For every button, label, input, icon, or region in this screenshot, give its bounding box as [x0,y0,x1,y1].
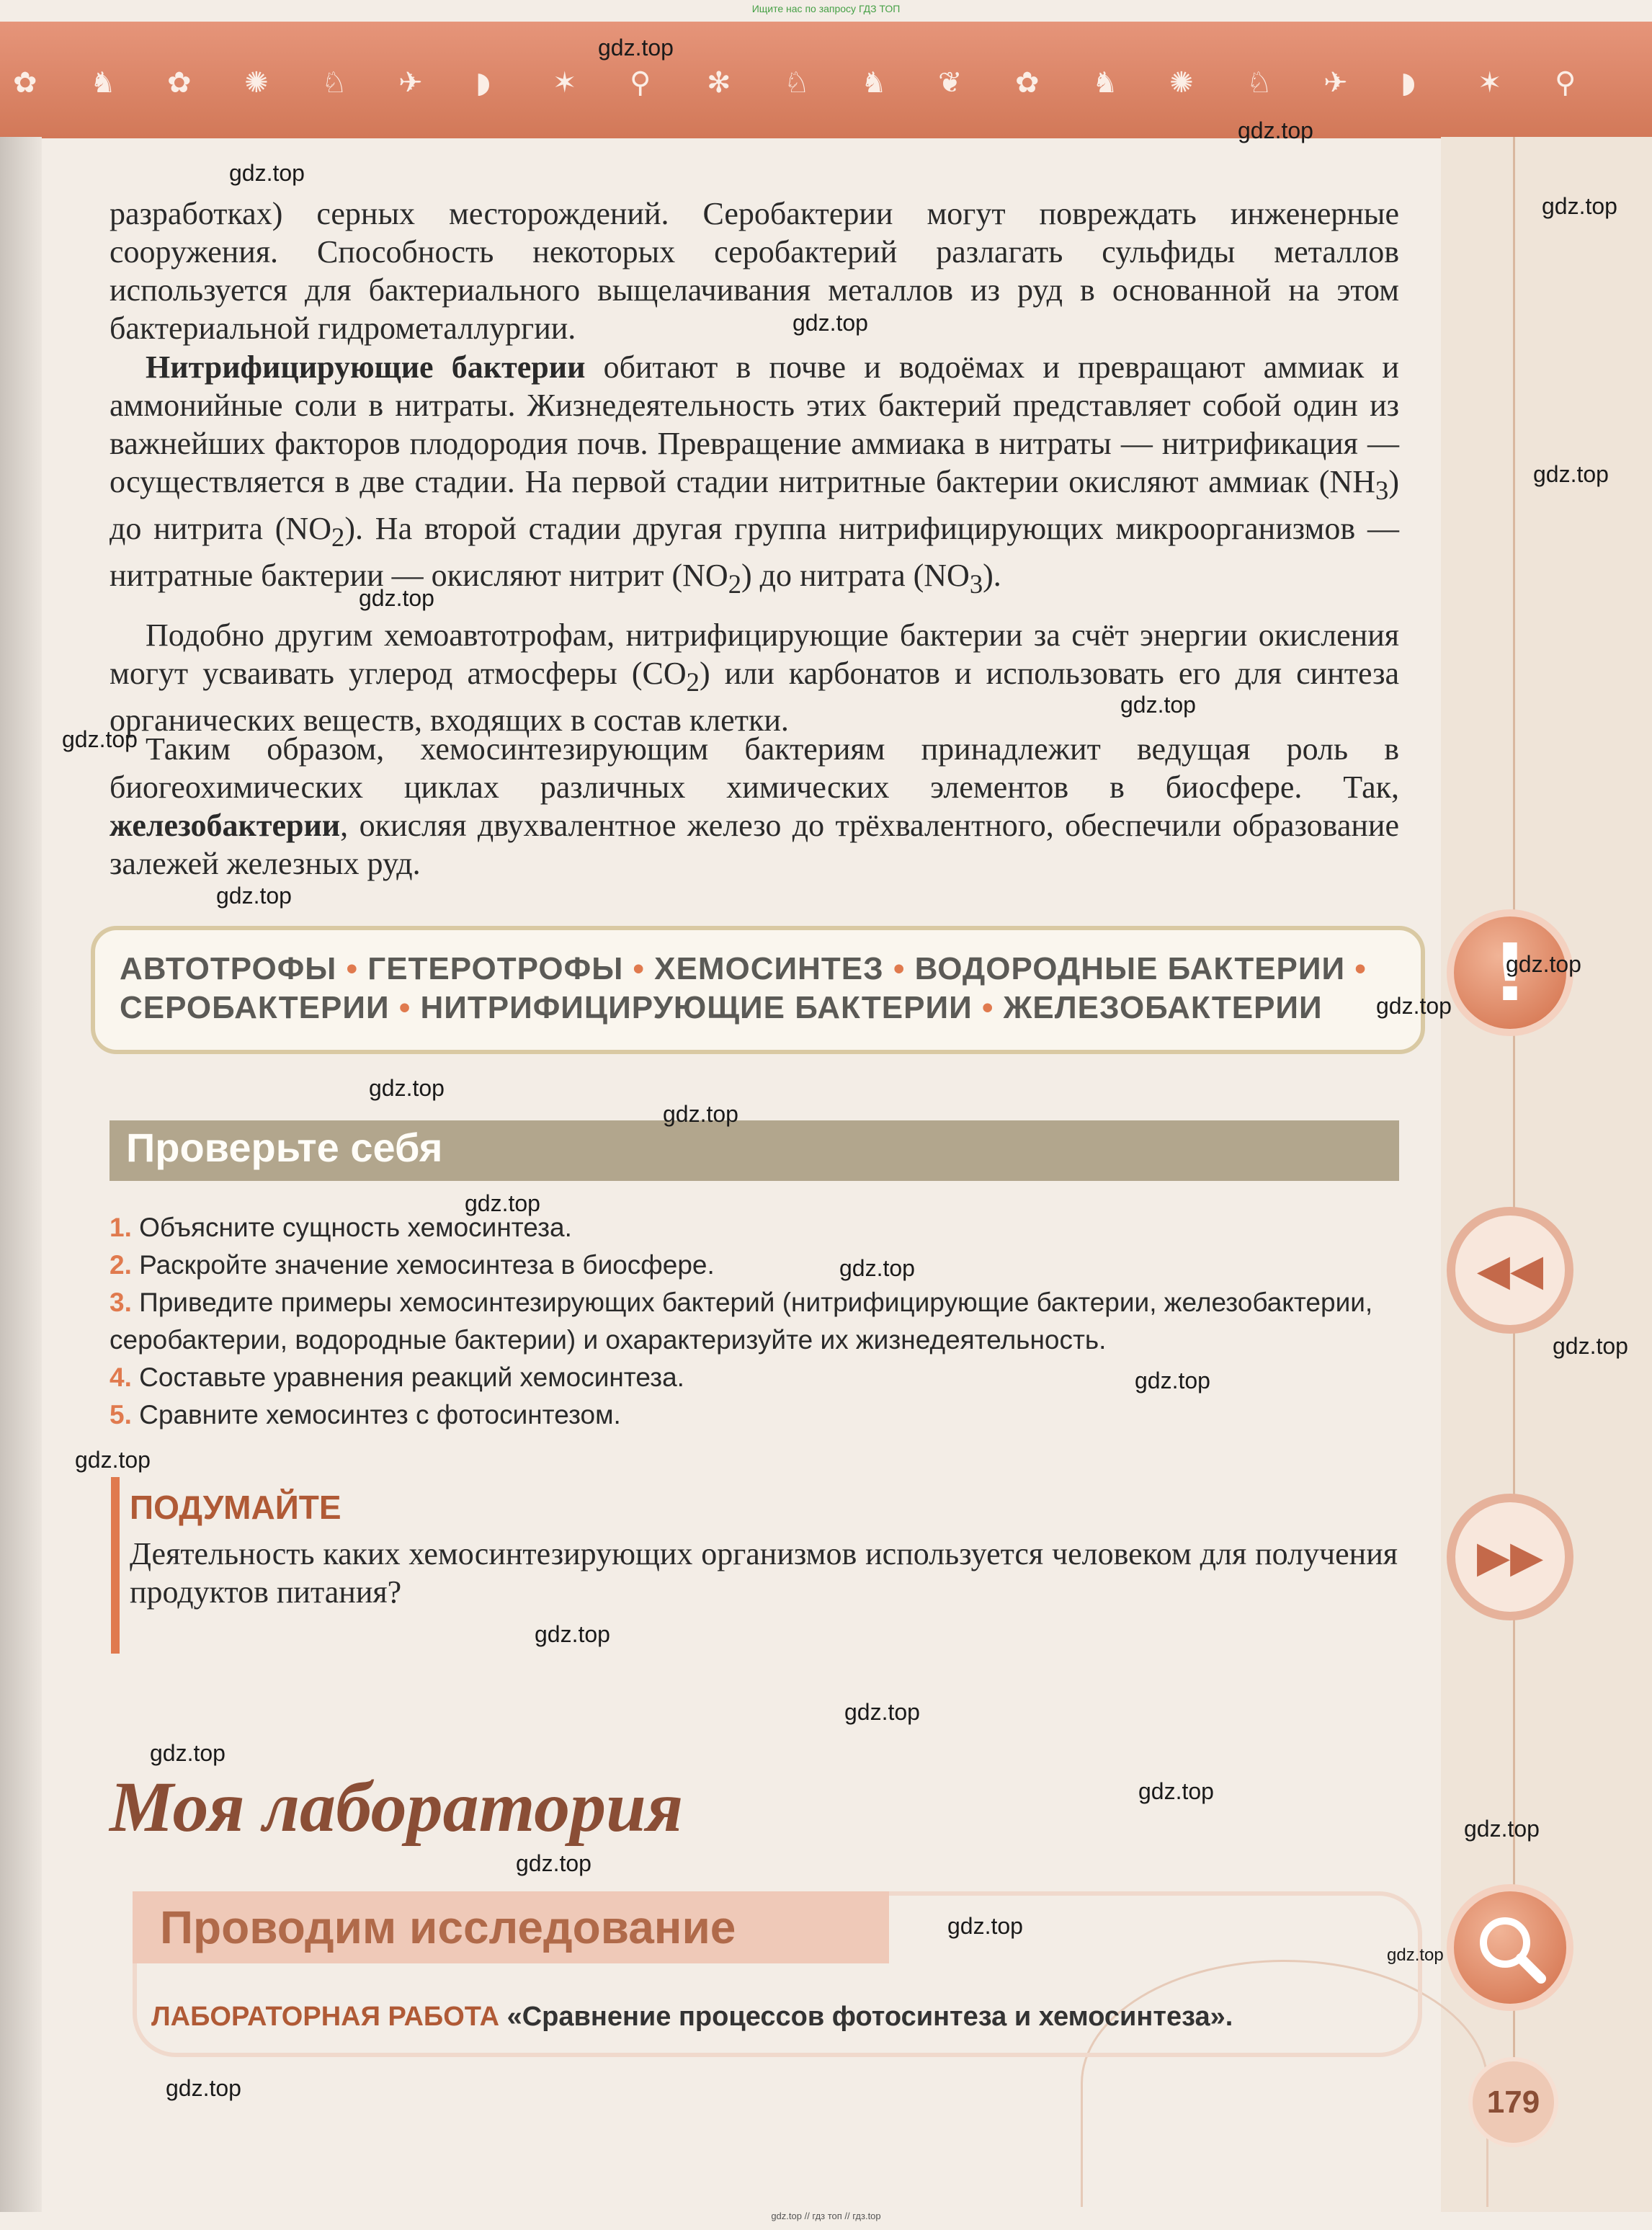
p2-sub-4: 3 [969,568,983,599]
p4-text-a: Таким образом, хемосинтезирующим бактериям принадлежит ведущая роль в биогеохимических циклах различных химических элементов в биосфере. Так, [110,731,1399,805]
book-spine [0,137,42,2212]
watermark: gdz.top [535,1621,610,1647]
question-number: 5. [110,1400,132,1430]
back-icon[interactable] [1447,1207,1573,1334]
keyword: ЖЕЛЕЗОБАКТЕРИИ [1003,990,1323,1025]
watermark: gdz.top [839,1255,915,1281]
bird-standing-icon: ⚲ [630,66,651,99]
question-text: Объясните сущность хемосинтеза. [139,1213,572,1242]
scorpion-icon: ✺ [1169,66,1194,99]
keyword-separator: • [1354,951,1367,986]
watermark: gdz.top [359,585,434,611]
paragraph-1: разработках) серных месторождений. Серобактерии могут повреждать инженерные сооружения. Способность некоторых серобактерий разлагать сульфиды металлов используется для бактериального выщелачивания металлов из руд в основанной на этом бактериальной гидрометаллургии. [110,196,1399,346]
watermark: gdz.top [792,310,868,336]
watermark: gdz.top [229,160,305,186]
bird-icon: ✈ [1323,66,1348,99]
paragraph-3 [110,616,1399,739]
keywords-line-2 [120,990,1323,1026]
paragraph-2 [110,348,1399,602]
forward-icon[interactable] [1447,1494,1573,1620]
keyword: ГЕТЕРОТРОФЫ [367,951,624,986]
watermark: gdz.top [1376,993,1452,1019]
antelope-icon: ♞ [861,66,887,99]
keyword-separator: • [346,951,359,986]
check-yourself-title: Проверьте себя [126,1125,443,1170]
p2-text-e: ). [983,557,1001,593]
keywords-line-1 [120,951,1367,987]
watermark: gdz.top [598,35,674,61]
watermark: gdz.top [516,1850,591,1876]
keyword: СЕРОБАКТЕРИИ [120,990,390,1025]
keyword: ВОДОРОДНЫЕ БАКТЕРИИ [914,951,1346,986]
research-title: Проводим исследование [160,1901,736,1953]
question-5 [110,1396,1442,1434]
bottom-note: gdz.top // гдз топ // гдз.top [771,2211,881,2221]
term-nitrifying: Нитрифицирующие бактерии [146,349,586,385]
elephant-icon: ♞ [1092,66,1118,99]
watermark: gdz.top [75,1447,151,1473]
term-iron-bacteria: железобактерии [110,808,341,843]
watermark: gdz.top [369,1075,445,1101]
watermark: gdz.top [1542,193,1617,219]
lizard-icon: ✶ [1478,66,1502,99]
margin-line [1513,137,1515,2082]
keyword-separator: • [633,951,645,986]
magnifier-icon[interactable] [1447,1884,1573,2011]
watermark: gdz.top [150,1740,226,1766]
rabbit-icon: ❦ [938,66,963,99]
question-3 [110,1284,1406,1359]
bee-icon: ✻ [707,66,731,99]
watermark: gdz.top [465,1190,540,1216]
watermark: gdz.top [1553,1333,1628,1359]
watermark: gdz.top [216,883,292,909]
page-number-circle [1468,2057,1558,2147]
watermark: gdz.top [62,726,138,752]
question-number: 2. [110,1250,132,1280]
p4-text-b: , окисляя двухвалентное железо до трёхвалентного, обеспечили образование залежей железных руд. [110,808,1399,881]
lab-work-prefix: ЛАБОРАТОРНАЯ РАБОТА [151,2002,500,2032]
exclamation-glyph: ! [1491,927,1529,1019]
magnifier-glyph [1470,1908,1550,1987]
watermark: gdz.top [1506,951,1581,977]
bird-icon: ✈ [398,66,423,99]
watermark: gdz.top [1464,1816,1540,1842]
watermark: gdz.top [1120,692,1196,718]
horse-icon: ♘ [1246,66,1272,99]
question-text: Приведите примеры хемосинтезирующих бактерий (нитрифицирующие бактерии, железобактерии, серобактерии, водородные бактерии) и охарактеризуйте их жизнедеятельность. [110,1288,1373,1355]
butterfly-icon: ✿ [167,66,192,99]
keyword: ХЕМОСИНТЕЗ [654,951,884,986]
bird-standing-icon: ⚲ [1555,66,1576,99]
lizard-icon: ✶ [553,66,577,99]
question-number: 1. [110,1213,132,1242]
p2-text-d: ) до нитрата (NO [741,557,970,593]
butterfly-icon: ✿ [13,66,37,99]
top-note: Ищите нас по запросу ГДЗ ТОП [751,3,901,14]
horse-icon: ♘ [321,66,347,99]
question-text: Сравните хемосинтез с фотосинтезом. [139,1400,621,1430]
p2-text-a: обитают в почве и водоёмах и превращают аммиак и аммонийные соли в нитраты. Жизнедеятельность этих бактерий представляет собой один из важнейших факторов плодородия почв. Превращение аммиака в нитраты — нитрификация — осуществляется в две стадии. На первой стадии нитритные бактерии окисляют аммиак (NH [110,349,1399,499]
keyword: АВТОТРОФЫ [120,951,337,986]
keyword: НИТРИФИЦИРУЮЩИЕ БАКТЕРИИ [420,990,973,1025]
lab-work-title: «Сравнение процессов фотосинтеза и хемосинтеза». [499,2002,1233,2032]
p2-text-c: ). На второй стадии другая группа нитрифицирующих микроорганизмов — нитратные бактерии — окисляют нитрит (NO [110,510,1399,593]
p3-sub: 2 [686,666,700,697]
keyword-separator: • [981,990,994,1025]
watermark: gdz.top [663,1101,738,1127]
butterfly-icon: ✿ [1015,66,1040,99]
fast-forward-glyph: ▶▶ [1476,1532,1544,1582]
p2-sub-1: 3 [1375,475,1389,505]
think-text: Деятельность каких хемосинтезирующих организмов используется человеком для получения продуктов питания? [130,1536,1398,1610]
p3-text-a: Подобно другим хемоавтотрофам, нитрифицирующие бактерии за счёт энергии окисления могут усваивать углерод атмосферы (CO [110,617,1399,691]
watermark: gdz.top [1135,1368,1210,1393]
question-number: 3. [110,1288,132,1317]
whale-icon: ◗ [1401,66,1416,99]
watermark: gdz.top [844,1699,920,1725]
page-number: 179 [1486,2084,1540,2120]
watermark: gdz.top [947,1913,1023,1939]
lab-work-line [151,2002,1233,2033]
rewind-glyph: ◀◀ [1476,1245,1544,1295]
think-bar [111,1477,120,1654]
question-text: Составьте уравнения реакций хемосинтеза. [139,1362,684,1392]
p2-sub-3: 2 [728,568,742,599]
watermark: gdz.top [1533,461,1609,487]
think-title: ПОДУМАЙТЕ [130,1489,341,1526]
p2-text-b: ) до нитрита (NO [110,464,1399,546]
question-4 [110,1359,1442,1396]
watermark: gdz.top [1238,117,1313,143]
watermark: gdz.top [166,2075,241,2101]
question-number: 4. [110,1362,132,1392]
question-text: Раскройте значение хемосинтеза в биосфере. [139,1250,715,1280]
horse-icon: ♘ [784,66,810,99]
watermark: gdz.top [1387,1945,1444,1965]
paragraph-4 [110,730,1399,883]
scorpion-icon: ✺ [244,66,269,99]
keyword-separator: • [893,951,906,986]
keyword-separator: • [398,990,411,1025]
watermark: gdz.top [1138,1778,1214,1804]
whale-icon: ◗ [475,66,491,99]
question-2 [110,1246,1442,1284]
p3-text-b: ) или карбонатов и использовать его для синтеза органических веществ, входящих в состав клетки. [110,656,1399,738]
p2-sub-2: 2 [331,522,345,552]
question-1 [110,1209,1442,1246]
lab-title: Моя лаборатория [110,1767,684,1847]
elephant-icon: ♞ [90,66,116,99]
